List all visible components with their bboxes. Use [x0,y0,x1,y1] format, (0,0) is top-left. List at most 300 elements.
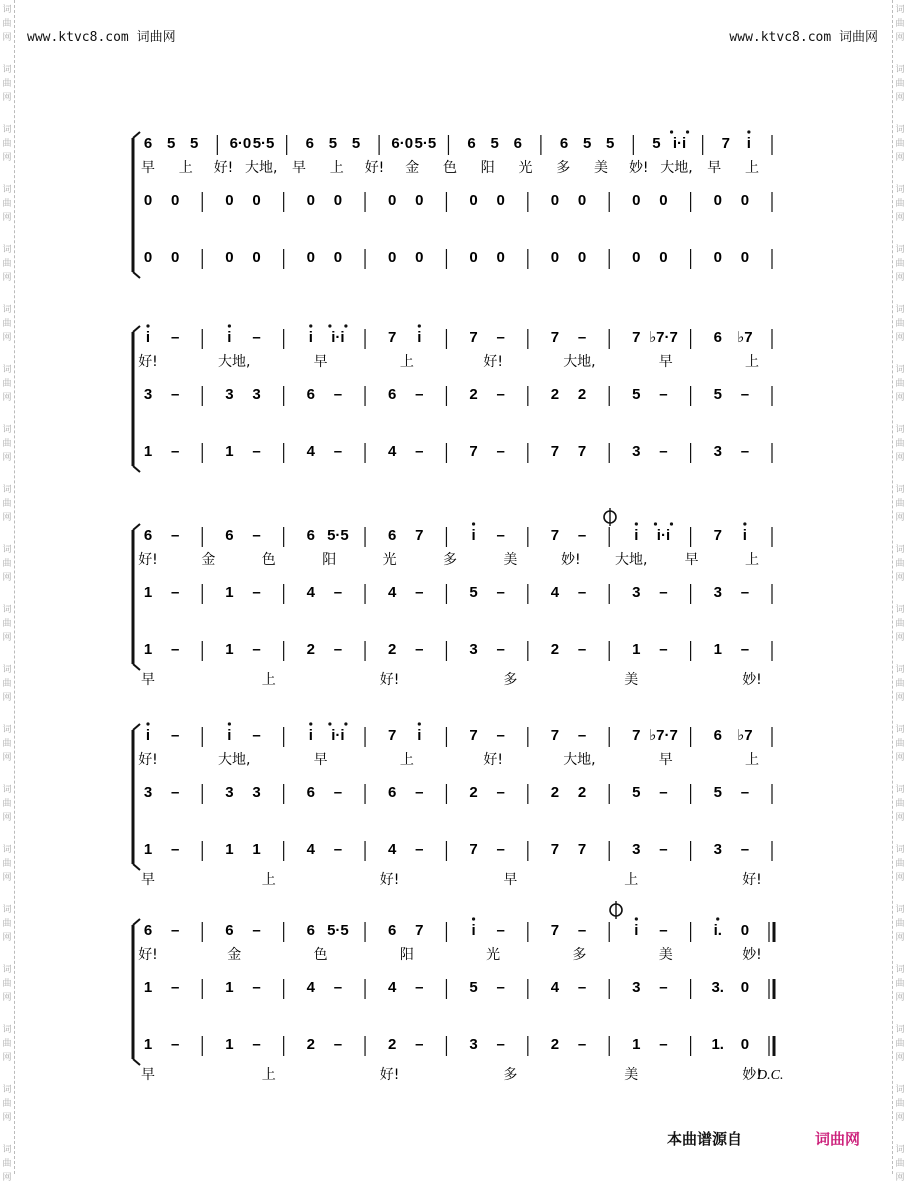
lyric-374: 早 [141,872,155,888]
lyric-271: 阳 [322,552,337,568]
watermark-glyph-0-8: 网 [2,153,12,163]
watermark-glyph-0-9: 词 [2,185,12,195]
note-212: i·i [656,527,671,544]
note-165: 4 [388,443,397,460]
note-12: 5 [351,135,361,152]
note-31: i [746,135,751,152]
note-322: 3 [252,784,261,801]
note-310: – [577,727,587,744]
note-135: 3 [225,386,234,403]
note-102: i [145,329,151,346]
note-346: 1 [252,841,261,858]
note-130: ♭7 [737,329,753,346]
note-136: 3 [252,386,261,403]
watermark-glyph-0-26: 网 [2,513,12,523]
watermark-glyph-0-5: 网 [2,93,12,103]
note-162: 4 [306,443,315,460]
watermark-glyph-0-55: 曲 [2,1099,12,1109]
octave-dot-32 [747,130,750,133]
note-126: 7 [632,329,641,346]
watermark-glyph-0-21: 词 [2,425,12,435]
note-387: – [252,922,261,939]
lyric-375: 上 [261,872,276,888]
bracket-hook-382 [133,1059,140,1065]
watermark-glyph-1-18: 词 [895,365,905,375]
note-254: – [415,641,424,658]
note-244: 1 [143,641,153,658]
note-437: – [170,1036,180,1053]
watermark-glyph-1-36: 词 [895,725,905,735]
watermark-glyph-1-15: 词 [895,305,905,315]
watermark-glyph-1-7: 曲 [895,139,905,149]
note-65: 0 [333,249,343,266]
note-328: – [415,784,424,801]
watermark-glyph-1-14: 网 [895,273,905,283]
octave-dot-118 [418,324,421,327]
watermark-glyph-1-31: 曲 [895,619,905,629]
footer-site-name[interactable]: 词曲网 [815,1130,861,1148]
note-324: 6 [306,784,315,801]
watermark-glyph-0-1: 曲 [2,19,12,29]
watermark-glyph-0-7: 曲 [2,139,12,149]
watermark-glyph-1-53: 网 [895,1053,905,1063]
octave-dot-113 [328,324,331,327]
note-157: – [170,443,180,460]
watermark-glyph-1-25: 曲 [895,499,905,509]
note-55: 0 [713,192,722,209]
watermark-glyph-1-22: 曲 [895,439,905,449]
note-349: – [333,841,343,858]
octave-dot-293 [228,722,231,725]
note-154: – [740,386,750,403]
lyric-86: 早 [292,160,306,176]
watermark-glyph-1-44: 网 [895,873,905,883]
note-296: i [308,727,313,744]
watermark-glyph-0-15: 词 [2,305,12,315]
watermark-glyph-1-5: 网 [895,93,905,103]
lyric-280: 上 [261,672,276,688]
note-412: – [170,979,180,996]
note-336: 5 [632,784,641,801]
note-265: 1 [713,641,722,658]
watermark-glyph-0-13: 曲 [2,259,12,269]
note-318: 3 [143,784,153,801]
watermark-glyph-1-54: 词 [895,1085,905,1095]
note-327: 6 [388,784,397,801]
watermark-glyph-0-18: 词 [2,365,12,375]
lyric-187: 上 [745,354,759,370]
lyric-474: 妙! [742,1067,762,1083]
note-290: – [170,727,180,744]
note-253: 2 [388,641,397,658]
watermark-glyph-1-19: 曲 [895,379,905,389]
watermark-glyph-1-50: 网 [895,993,905,1003]
watermark-glyph-1-24: 词 [895,485,905,495]
lyric-467: 美 [658,947,673,963]
note-430: – [659,979,668,996]
lyric-466: 多 [572,947,587,963]
note-108: – [252,329,261,346]
note-436: 1 [143,1036,153,1053]
note-174: 3 [632,443,641,460]
watermark-glyph-0-12: 词 [2,245,12,255]
watermark-glyph-1-52: 曲 [895,1039,905,1049]
note-156: 1 [143,443,153,460]
note-393: 7 [415,922,424,939]
octave-dot-103 [146,324,149,327]
note-451: 2 [550,1036,560,1053]
watermark-glyph-1-33: 词 [895,665,905,675]
watermark-glyph-0-30: 词 [2,605,12,615]
watermark-glyph-1-39: 词 [895,785,905,795]
watermark-glyph-0-29: 网 [2,573,12,583]
octave-dot-27 [670,130,673,133]
note-5: 5 [190,135,199,152]
note-429: 3 [632,979,641,996]
note-208: – [577,527,587,544]
note-203: i [471,527,476,544]
lyric-83: 上 [178,160,193,176]
note-150: 5 [632,386,641,403]
octave-dot-403 [635,917,638,920]
watermark-glyph-1-6: 词 [895,125,905,135]
watermark-glyph-1-35: 网 [895,693,905,703]
lyric-276: 大地, [614,552,648,568]
lyric-284: 妙! [742,672,762,688]
note-363: 3 [713,841,722,858]
note-307: – [496,727,505,744]
bracket-hook-101 [133,466,140,472]
note-220: 1 [143,584,153,601]
watermark-glyph-0-45: 词 [2,905,12,915]
note-71: 0 [496,249,505,266]
watermark-glyph-0-22: 曲 [2,439,12,449]
lyric-82: 早 [141,160,155,176]
note-10: 6 [305,135,314,152]
note-298: i·i [331,727,345,744]
note-50: 0 [577,192,587,209]
note-147: 2 [550,386,560,403]
note-23: 5 [606,135,615,152]
note-445: 2 [388,1036,397,1053]
note-43: 0 [388,192,397,209]
note-424: – [496,979,505,996]
note-68: 0 [415,249,424,266]
watermark-glyph-0-27: 词 [2,545,12,555]
note-77: 0 [659,249,668,266]
note-446: – [415,1036,424,1053]
lyric-369: 上 [399,752,414,768]
watermark-glyph-1-10: 曲 [895,199,905,209]
note-148: 2 [577,386,587,403]
note-106: i [227,329,232,346]
note-145: – [496,386,505,403]
note-418: – [333,979,343,996]
lyric-464: 阳 [399,947,414,963]
watermark-glyph-1-0: 词 [895,5,905,15]
note-303: i [417,727,422,744]
note-110: i [308,329,313,346]
lyric-472: 多 [503,1067,518,1083]
note-408: 0 [740,922,750,939]
note-25: 5 [652,135,661,152]
lyric-376: 好! [379,872,400,888]
lyric-94: 美 [594,160,608,176]
note-129: 6 [713,329,722,346]
note-18: 5 [490,135,499,152]
watermark-glyph-1-42: 词 [895,845,905,855]
lyric-181: 大地, [218,354,251,370]
lyric-470: 上 [261,1067,276,1083]
note-448: 3 [469,1036,478,1053]
lyric-95: 妙! [628,160,649,176]
note-312: 7 [632,727,641,744]
watermark-glyph-0-16: 曲 [2,319,12,329]
note-392: 6 [388,922,397,939]
watermark-glyph-0-33: 词 [2,665,12,675]
lyric-185: 大地, [563,354,596,370]
lyric-270: 色 [261,552,276,568]
watermark-glyph-1-46: 曲 [895,919,905,929]
bracket-hook-189 [133,524,140,530]
lyric-273: 多 [443,552,457,568]
note-250: 2 [306,641,315,658]
note-7: 6·0 [229,135,252,152]
note-142: – [415,386,424,403]
watermark-glyph-1-38: 网 [895,753,905,763]
note-221: – [170,584,180,601]
lyric-462: 金 [227,947,242,963]
lyric-465: 光 [486,947,501,963]
note-37: 0 [225,192,234,209]
note-22: 5 [582,135,592,152]
note-74: 0 [577,249,587,266]
lyric-277: 早 [684,552,699,568]
note-245: – [170,641,180,658]
note-205: – [496,527,505,544]
note-76: 0 [632,249,641,266]
note-64: 0 [306,249,315,266]
note-17: 6 [467,135,476,152]
note-67: 0 [388,249,397,266]
note-358: 7 [577,841,587,858]
note-288: i [145,727,151,744]
note-35: 0 [170,192,180,209]
note-343: – [170,841,180,858]
lyric-269: 金 [201,552,216,568]
note-153: 5 [713,386,722,403]
note-309: 7 [550,727,560,744]
watermark-glyph-1-17: 网 [895,333,905,343]
lyric-89: 金 [405,160,420,176]
site-header-right: www.ktvc8.com 词曲网 [729,30,878,45]
octave-dot-114 [344,324,347,327]
watermark-glyph-1-41: 网 [895,813,905,823]
lyric-96: 大地, [660,160,693,176]
watermark-glyph-0-6: 词 [2,125,12,135]
lyric-182: 早 [313,354,328,370]
note-357: 7 [550,841,560,858]
watermark-glyph-1-3: 词 [895,65,905,75]
watermark-glyph-1-21: 词 [895,425,905,435]
note-79: 0 [713,249,722,266]
note-168: 7 [469,443,478,460]
note-132: 3 [143,386,153,403]
site-header-left: www.ktvc8.com 词曲网 [27,30,176,45]
lyric-469: 早 [141,1067,155,1083]
note-263: – [659,641,668,658]
lyric-366: 好! [138,752,158,768]
note-229: 4 [388,584,397,601]
note-316: ♭7 [737,727,753,744]
lyric-378: 上 [624,872,639,888]
note-439: 1 [225,1036,234,1053]
watermark-glyph-1-28: 曲 [895,559,905,569]
note-306: 7 [469,727,478,744]
lyric-275: 妙! [560,552,581,568]
note-342: 1 [143,841,153,858]
lyric-377: 早 [503,872,518,888]
note-117: i [417,329,422,346]
watermark-glyph-1-30: 词 [895,605,905,615]
watermark-glyph-0-4: 曲 [2,79,12,89]
lyric-91: 阳 [480,160,495,176]
watermark-glyph-0-28: 曲 [2,559,12,569]
note-127: ♭7·7 [649,329,678,346]
note-171: 7 [550,443,560,460]
note-120: 7 [469,329,478,346]
note-440: – [252,1036,261,1053]
octave-dot-304 [418,722,421,725]
note-26: i·i [672,135,687,152]
note-144: 2 [469,386,478,403]
note-390: 5·5 [327,922,349,939]
lyric-379: 好! [742,872,762,888]
note-116: 7 [388,329,397,346]
note-333: 2 [550,784,560,801]
bracket-hook-190 [133,664,140,670]
watermark-glyph-0-17: 网 [2,333,12,343]
note-339: 5 [713,784,722,801]
watermark-glyph-0-42: 词 [2,845,12,855]
note-395: i [471,922,476,939]
watermark-glyph-0-24: 词 [2,485,12,495]
watermark-glyph-0-49: 曲 [2,979,12,989]
note-194: 6 [225,527,234,544]
note-262: 1 [632,641,641,658]
note-256: 3 [469,641,478,658]
watermark-glyph-1-37: 曲 [895,739,905,749]
note-41: 0 [333,192,343,209]
note-348: 4 [306,841,315,858]
watermark-glyph-1-26: 网 [895,513,905,523]
watermark-glyph-0-59: 网 [2,1173,12,1183]
note-139: – [333,386,343,403]
watermark-glyph-1-43: 曲 [895,859,905,869]
bracket-hook-100 [133,326,140,332]
note-241: 3 [713,584,722,601]
note-197: 6 [306,527,315,544]
watermark-glyph-1-56: 网 [895,1113,905,1123]
watermark-glyph-1-34: 曲 [895,679,905,689]
note-59: 0 [170,249,180,266]
note-399: 7 [550,922,560,939]
lyric-468: 妙! [742,947,762,963]
note-259: 2 [550,641,560,658]
watermark-glyph-1-12: 词 [895,245,905,255]
watermark-glyph-0-52: 曲 [2,1039,12,1049]
watermark-glyph-1-59: 网 [895,1173,905,1183]
watermark-glyph-0-41: 网 [2,813,12,823]
lyric-471: 好! [379,1067,400,1083]
note-383: 6 [143,922,153,939]
lyric-281: 好! [379,672,400,688]
note-404: – [659,922,668,939]
note-123: 7 [550,329,560,346]
watermark-glyph-1-47: 网 [895,933,905,943]
octave-dot-213 [654,522,657,525]
watermark-glyph-0-3: 词 [2,65,12,75]
watermark-glyph-1-51: 词 [895,1025,905,1035]
note-239: – [659,584,668,601]
bracket-hook-381 [133,919,140,925]
note-3: 6 [143,135,153,152]
watermark-glyph-0-58: 曲 [2,1159,12,1169]
note-325: – [333,784,343,801]
note-345: 1 [225,841,234,858]
note-44: 0 [415,192,424,209]
note-443: – [333,1036,343,1053]
lyric-180: 好! [138,354,158,370]
note-177: 3 [713,443,722,460]
watermark-glyph-1-55: 曲 [895,1099,905,1109]
note-112: i·i [331,329,345,346]
watermark-glyph-0-48: 词 [2,965,12,975]
note-163: – [333,443,343,460]
watermark-glyph-1-27: 词 [895,545,905,555]
note-40: 0 [306,192,315,209]
octave-dot-211 [635,522,638,525]
octave-dot-111 [309,324,312,327]
watermark-glyph-0-32: 网 [2,633,12,643]
bracket-hook-2 [133,272,140,278]
note-452: – [577,1036,587,1053]
note-360: 3 [632,841,641,858]
note-321: 3 [225,784,234,801]
note-166: – [415,443,424,460]
note-266: – [740,641,750,658]
watermark-glyph-0-56: 网 [2,1113,12,1123]
note-159: 1 [225,443,234,460]
note-236: – [577,584,587,601]
note-141: 6 [388,386,397,403]
note-420: 4 [388,979,397,996]
note-442: 2 [306,1036,315,1053]
note-235: 4 [550,584,560,601]
note-133: – [170,386,180,403]
note-21: 6 [559,135,569,152]
note-251: – [333,641,343,658]
watermark-glyph-1-9: 词 [895,185,905,195]
note-384: – [170,922,180,939]
note-207: 7 [550,527,560,544]
note-421: – [415,979,424,996]
watermark-glyph-0-39: 词 [2,785,12,795]
note-70: 0 [469,249,478,266]
lyric-87: 上 [329,160,344,176]
note-315: 6 [713,727,722,744]
lyric-90: 色 [443,160,457,176]
